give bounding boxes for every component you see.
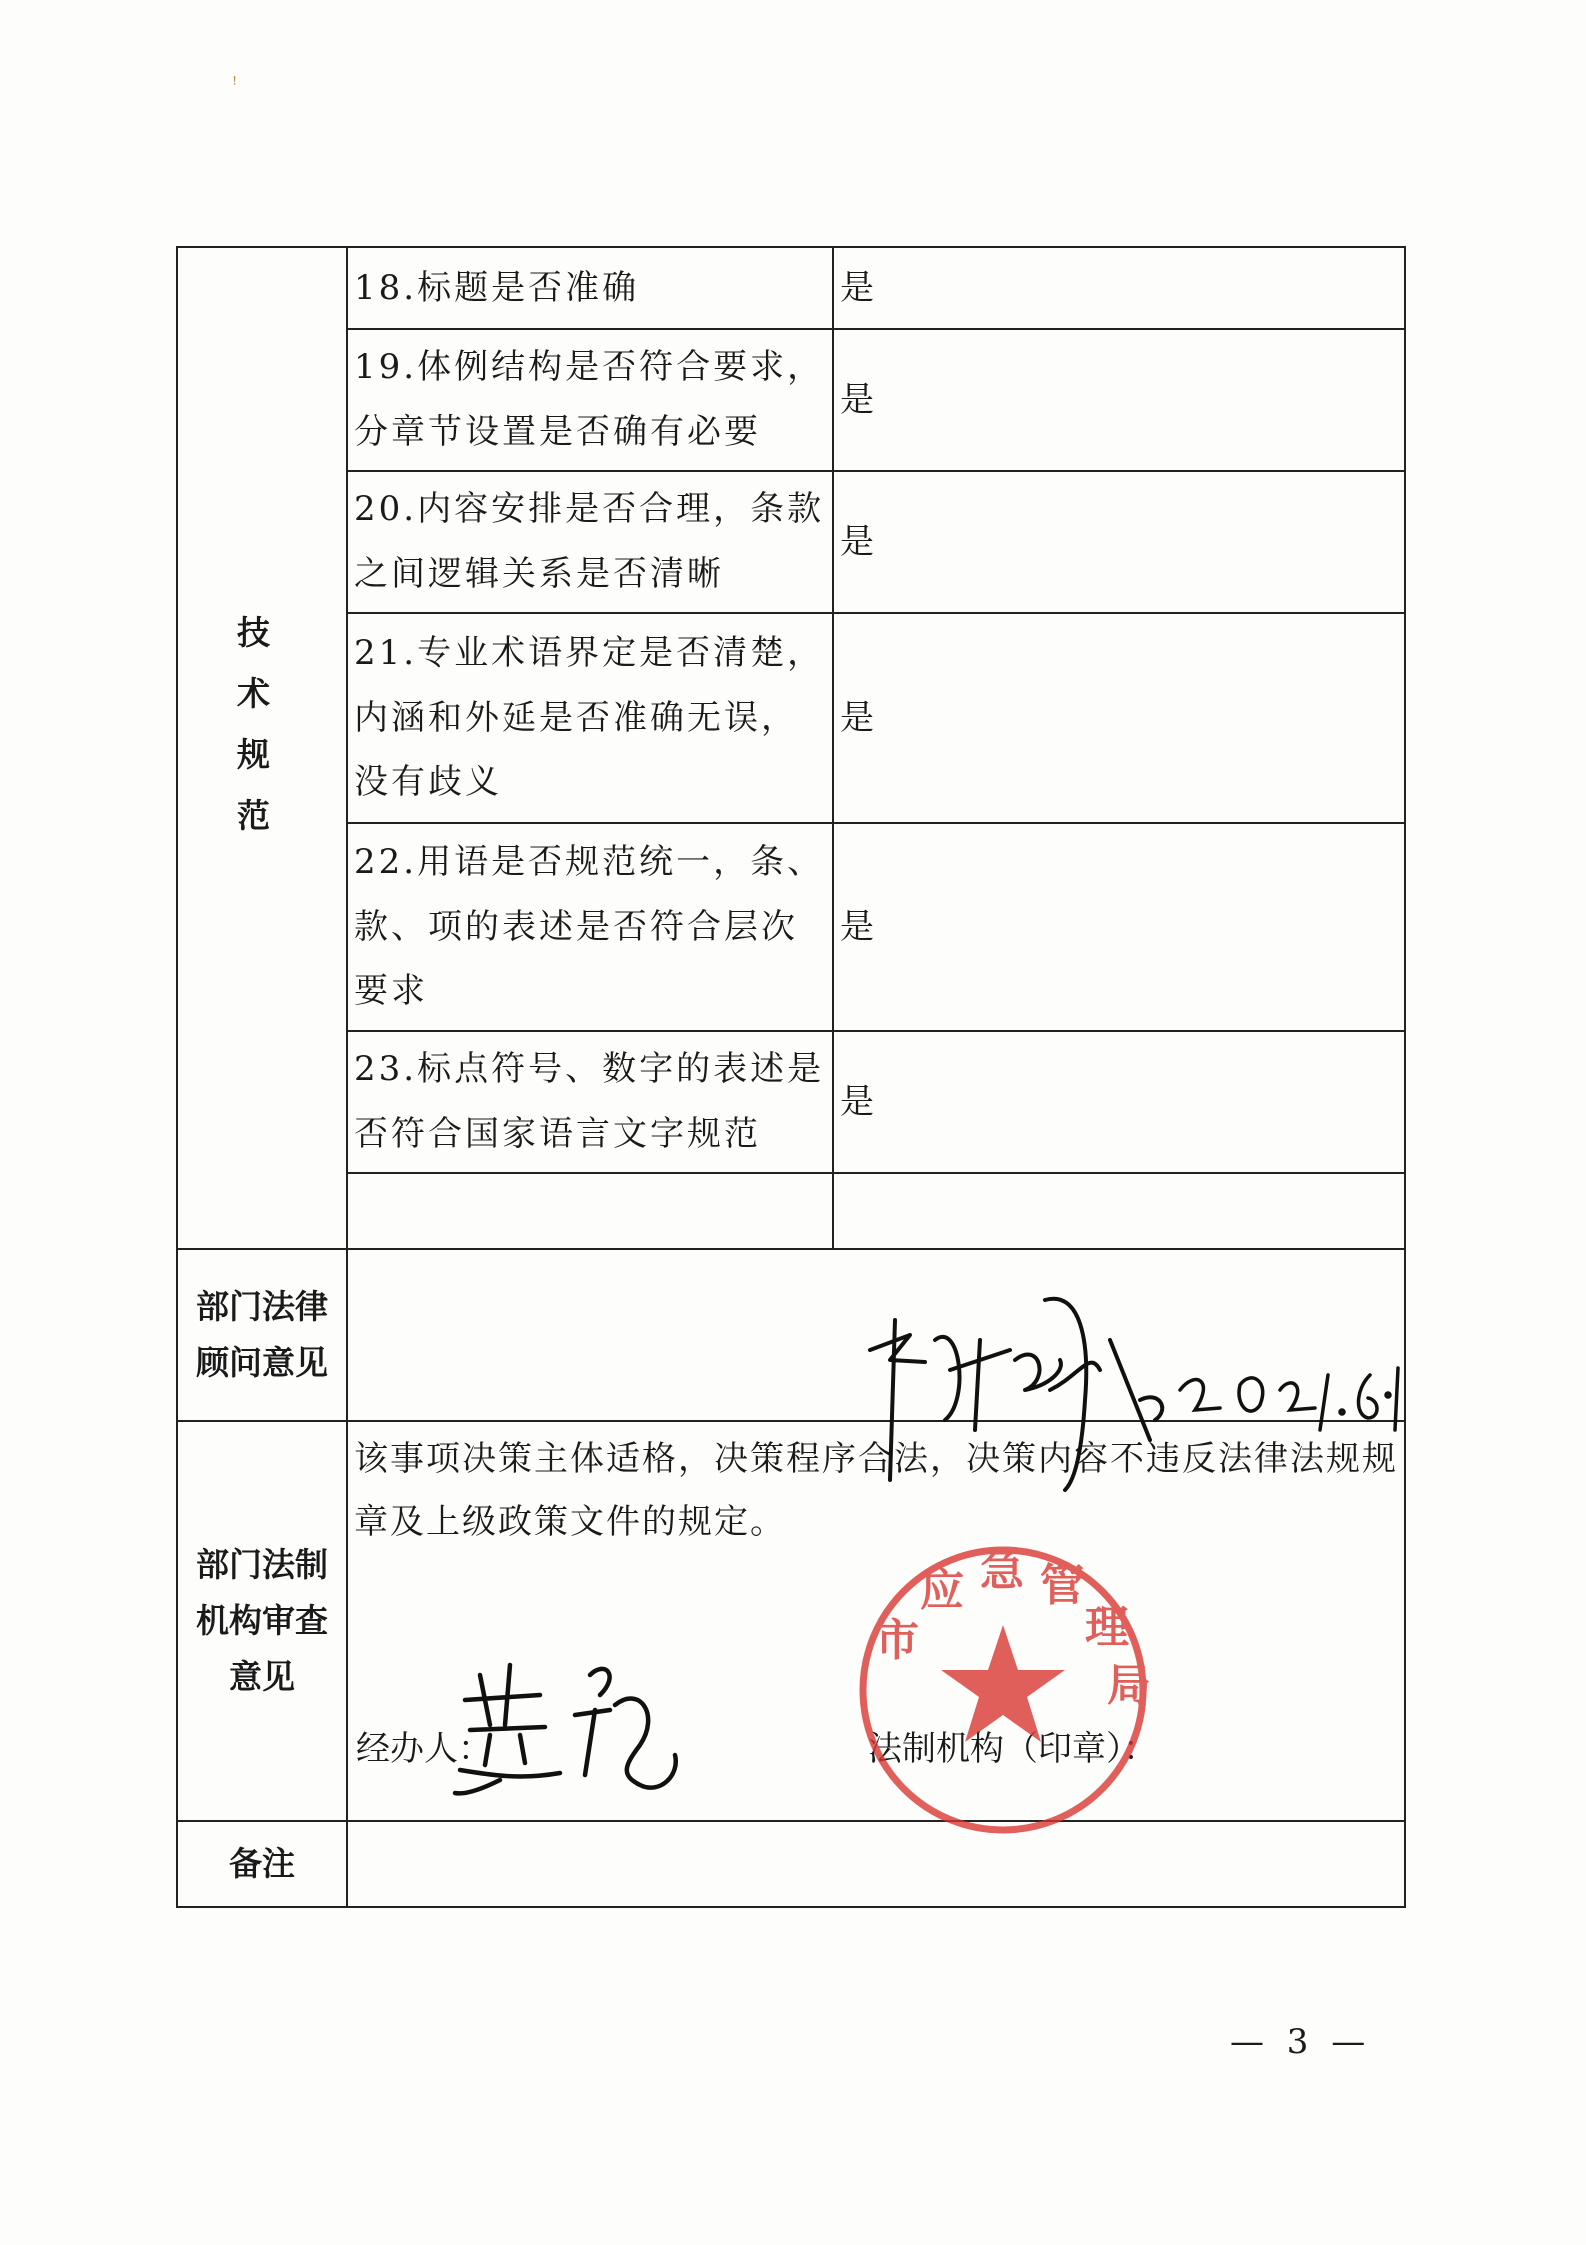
handler-label: 经办人： [356, 1729, 492, 1769]
item-cell: 22.用语是否规范统一，条、款、项的表述是否符合层次要求 [347, 823, 833, 1031]
answer-cell: 是 [833, 1031, 1405, 1173]
legal-review-label: 部门法制机构审查意见 [196, 1544, 328, 1697]
answer-cell [833, 1173, 1405, 1249]
table-row [177, 471, 1405, 613]
remarks-label-cell [177, 1821, 347, 1907]
section-technical-label: 技术规范 [232, 615, 271, 860]
item-cell: 18.标题是否准确 [347, 247, 833, 329]
table-row [177, 613, 1405, 823]
table-row [177, 1173, 1405, 1249]
legal-advisor-label-cell [177, 1249, 347, 1421]
page-number: — 3 — [1230, 2022, 1372, 2062]
answer-cell: 是 [833, 613, 1405, 823]
table-row [177, 247, 1405, 329]
review-table [176, 246, 1406, 1908]
item-cell: 20.内容安排是否合理，条款之间逻辑关系是否清晰 [347, 471, 833, 613]
section-technical-cell [177, 247, 347, 1249]
item-cell: 23.标点符号、数字的表述是否符合国家语言文字规范 [347, 1031, 833, 1173]
svg-text:市 应 急: 市 应 急 管 理 局 [875, 1545, 1151, 1711]
answer-cell: 是 [833, 823, 1405, 1031]
handler-signature [450, 1655, 690, 1805]
item-cell: 19.体例结构是否符合要求，分章节设置是否确有必要 [347, 329, 833, 471]
item-cell: 21.专业术语界定是否清楚，内涵和外延是否准确无误，没有歧义 [347, 613, 833, 823]
legal-review-opinion: 该事项决策主体适格，决策程序合法，决策内容不违反法律法规规章及上级政策文件的规定。 [354, 1439, 1398, 1542]
seal-label: 法制机构（印章）： [868, 1729, 1157, 1769]
answer-cell: 是 [833, 329, 1405, 471]
remarks-row [177, 1821, 1405, 1907]
scan-mark: ꜝ [232, 72, 238, 96]
advisor-signature [850, 1280, 1410, 1500]
answer-cell: 是 [833, 471, 1405, 613]
legal-review-label-cell [177, 1421, 347, 1821]
item-cell [347, 1173, 833, 1249]
table-row [177, 1031, 1405, 1173]
table-row [177, 823, 1405, 1031]
legal-advisor-label: 部门法律顾问意见 [196, 1286, 328, 1382]
remarks-label: 备注 [229, 1843, 295, 1883]
official-seal [835, 1530, 1175, 1840]
answer-cell: 是 [833, 247, 1405, 329]
table-row [177, 329, 1405, 471]
